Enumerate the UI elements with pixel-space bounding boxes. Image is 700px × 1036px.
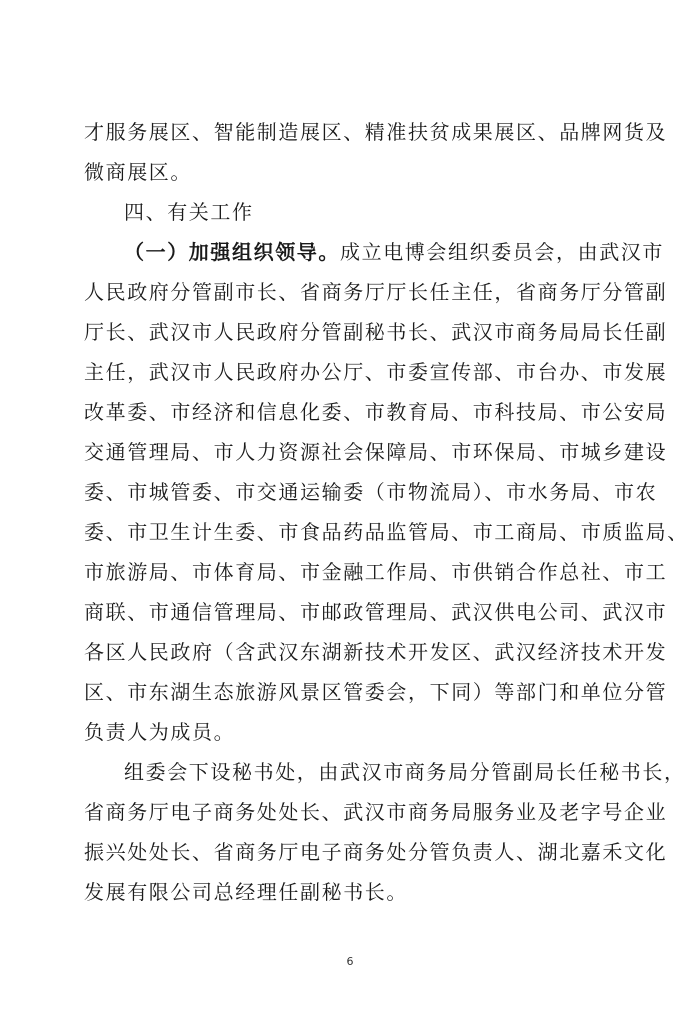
paragraph-line: 交通管理局、市人力资源社会保障局、市环保局、市城乡建设 (84, 440, 668, 464)
paragraph-line: 组委会下设秘书处，由武汉市商务局分管副局长任秘书长， (124, 760, 686, 784)
paragraph-line: 改革委、市经济和信息化委、市教育局、市科技局、市公安局 (84, 400, 668, 424)
paragraph-line: 商联、市通信管理局、市邮政管理局、武汉供电公司、武汉市 (84, 600, 668, 624)
paragraph-line: 市旅游局、市体育局、市金融工作局、市供销合作总社、市工 (84, 560, 668, 584)
paragraph-line: 人民政府分管副市长、省商务厅厅长任主任，省商务厅分管副 (84, 280, 668, 304)
subsection-first-line (84, 232, 664, 272)
paragraph-line: 省商务厅电子商务处处长、武汉市商务局服务业及老字号企业 (84, 800, 668, 824)
paragraph-line: 区、市东湖生态旅游风景区管委会，下同）等部门和单位分管 (84, 680, 668, 704)
paragraph-line: 主任，武汉市人民政府办公厅、市委宣传部、市台办、市发展 (84, 360, 668, 384)
paragraph-line: 振兴处处长、省商务厅电子商务处分管负责人、湖北嘉禾文化 (84, 840, 668, 864)
paragraph-line: 负责人为成员。 (84, 720, 236, 744)
page-number: 6 (346, 955, 354, 968)
paragraph-line: 委、市卫生计生委、市食品药品监管局、市工商局、市质监局、 (84, 520, 689, 544)
paragraph-line: 发展有限公司总经理任副秘书长。 (84, 880, 408, 904)
paragraph-line: 各区人民政府（含武汉东湖新技术开发区、武汉经济技术开发 (84, 640, 668, 664)
paragraph-line: 才服务展区、智能制造展区、精准扶贫成果展区、品牌网货及 (84, 120, 668, 144)
subsection-heading: （一）加强组织领导。 (124, 240, 340, 264)
paragraph-line: 微商展区。 (84, 160, 192, 184)
paragraph-line: 厅长、武汉市人民政府分管副秘书长、武汉市商务局局长任副 (84, 320, 668, 344)
paragraph-line: 委、市城管委、市交通运输委（市物流局）、市水务局、市农 (84, 480, 658, 504)
document-body (84, 112, 689, 912)
section-heading: 四、有关工作 (124, 200, 254, 224)
subsection-first-line-text: 成立电博会组织委员会，由武汉市 (340, 240, 664, 264)
